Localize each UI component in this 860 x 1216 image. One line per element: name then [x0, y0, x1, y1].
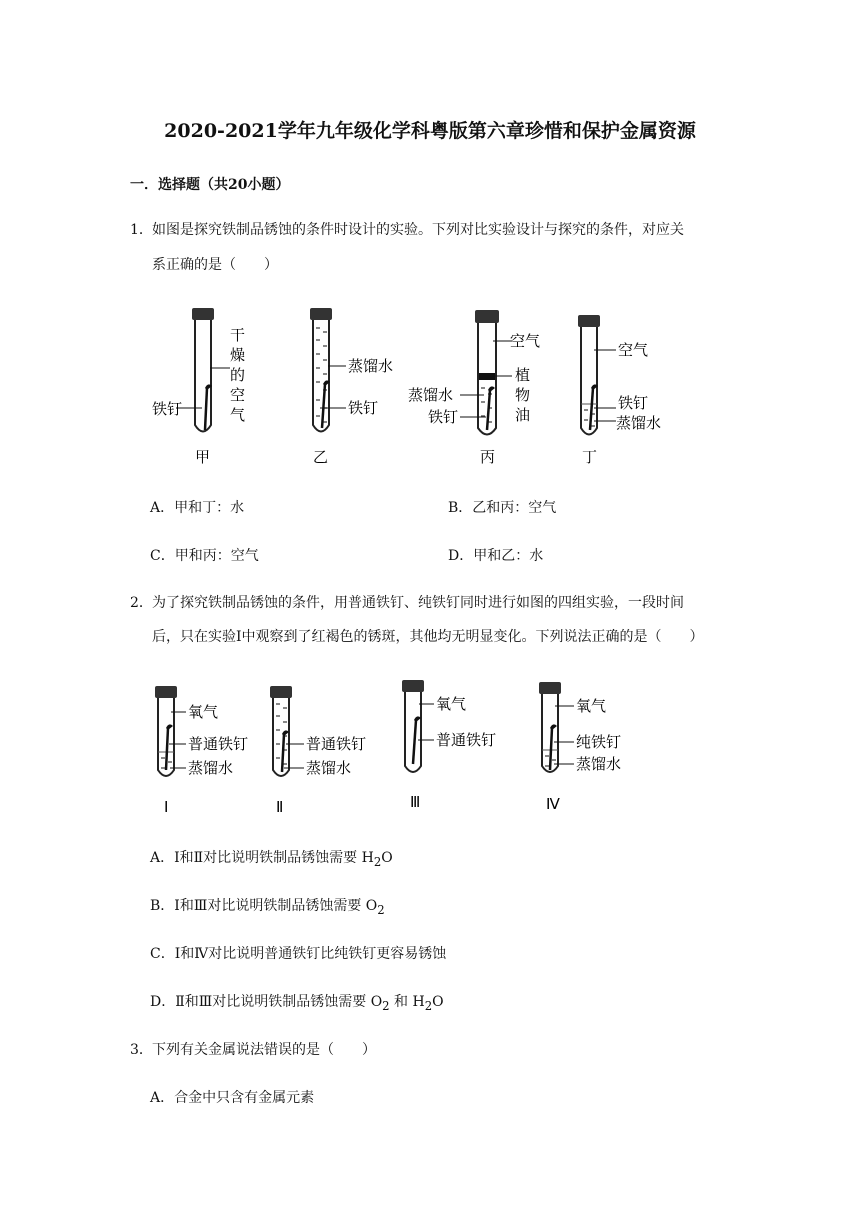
q1-stem-line1: 如图是探究铁制品锈蚀的条件时设计的实验。下列对比实验设计与探究的条件，对应关	[152, 222, 684, 238]
q1-number: 1．	[130, 222, 153, 238]
jia-nail-label: 铁钉	[152, 400, 183, 418]
ding-water-label: 蒸馏水	[616, 414, 662, 432]
i-water-label: 蒸馏水	[188, 759, 234, 777]
q2-number: 2．	[130, 595, 153, 611]
yi-nail-label: 铁钉	[348, 399, 379, 417]
oil-char-3: 油	[515, 406, 531, 424]
iii-oxygen-label: 氧气	[436, 695, 467, 713]
q3-option-a[interactable]: A．合金中只含有金属元素	[150, 1090, 315, 1106]
ding-caption: 丁	[582, 448, 598, 466]
i-oxygen-label: 氧气	[188, 703, 219, 721]
q2-option-d-mid: 和 H	[389, 994, 425, 1010]
bing-nail-label: 铁钉	[428, 408, 459, 426]
tube-jia	[152, 308, 245, 466]
ii-nail-label: 普通铁钉	[306, 735, 367, 753]
dry-air-char-1: 干	[230, 326, 246, 344]
ii-caption: Ⅱ	[276, 798, 284, 816]
page-title: 2020-2021学年九年级化学科粤版第六章珍惜和保护金属资源	[164, 120, 696, 142]
q2-stem-line2: 后，只在实验Ⅰ中观察到了红褐色的锈斑，其他均无明显变化。下列说法正确的是（ ）	[152, 629, 704, 645]
q2-option-a-tail: O	[381, 850, 393, 866]
dry-air-char-3: 的	[230, 366, 246, 384]
oil-char-1: 植	[515, 366, 531, 384]
q2-option-a-text: A．Ⅰ和Ⅱ对比说明铁制品锈蚀需要 H	[150, 850, 374, 866]
q2-stem-line1: 为了探究铁制品锈蚀的条件，用普通铁钉、纯铁钉同时进行如图的四组实验，一段时间	[152, 595, 684, 611]
q3-stem: 下列有关金属说法错误的是（ ）	[152, 1042, 376, 1058]
i-nail-label: 普通铁钉	[188, 735, 249, 753]
tube-yi	[310, 308, 393, 466]
q1-stem-line2: 系正确的是（ ）	[152, 257, 278, 273]
dry-air-char-2: 燥	[230, 346, 246, 364]
q2-option-d-sub: 2	[382, 998, 390, 1013]
jia-caption: 甲	[195, 448, 211, 466]
q1-option-d[interactable]: D．甲和乙：水	[448, 548, 544, 564]
q1-option-c[interactable]: C．甲和丙：空气	[150, 548, 259, 564]
iii-caption: Ⅲ	[410, 793, 421, 811]
tube-iii	[402, 680, 496, 811]
q2-option-d-text: D．Ⅱ和Ⅲ对比说明铁制品锈蚀需要 O	[150, 994, 383, 1010]
q1-figure	[150, 300, 690, 475]
ding-air-label: 空气	[618, 341, 649, 359]
q2-option-a-sub: 2	[373, 854, 382, 869]
q2-option-b-text: B．Ⅰ和Ⅲ对比说明铁制品锈蚀需要 O	[150, 898, 378, 914]
dry-air-char-5: 气	[230, 406, 246, 424]
tube-i	[155, 686, 248, 816]
bing-water-label: 蒸馏水	[408, 386, 454, 404]
q3-number: 3．	[130, 1042, 153, 1058]
tube-bing	[408, 310, 540, 466]
tube-ii	[270, 686, 366, 816]
oil-char-2: 物	[515, 386, 531, 404]
q1-option-b[interactable]: B．乙和丙：空气	[448, 500, 557, 516]
iv-nail-label: 纯铁钉	[576, 733, 622, 751]
iv-caption: Ⅳ	[546, 795, 560, 813]
tube-ding	[578, 315, 661, 466]
bing-air-label: 空气	[510, 332, 541, 350]
yi-caption: 乙	[313, 448, 329, 466]
q1-option-a[interactable]: A．甲和丁：水	[150, 500, 245, 516]
section-heading: 一．选择题（共20小题）	[130, 177, 290, 193]
iv-water-label: 蒸馏水	[576, 755, 622, 773]
q2-option-b-sub: 2	[377, 902, 385, 917]
q2-option-a[interactable]	[150, 847, 393, 869]
q2-option-b[interactable]	[150, 895, 385, 917]
ii-water-label: 蒸馏水	[306, 759, 352, 777]
q2-option-d-sub2: 2	[424, 998, 433, 1013]
q2-option-d-tail: O	[432, 994, 444, 1010]
iv-oxygen-label: 氧气	[576, 697, 607, 715]
iii-nail-label: 普通铁钉	[436, 731, 497, 749]
dry-air-char-4: 空	[230, 386, 246, 404]
yi-water-label: 蒸馏水	[348, 357, 394, 375]
bing-caption: 丙	[480, 448, 496, 466]
ding-nail-label: 铁钉	[618, 394, 649, 412]
tube-iv	[539, 682, 621, 813]
q2-option-c[interactable]: C．Ⅰ和Ⅳ对比说明普通铁钉比纯铁钉更容易锈蚀	[150, 946, 447, 962]
q2-option-d[interactable]	[150, 991, 444, 1013]
q2-figure	[140, 672, 660, 822]
i-caption: Ⅰ	[164, 798, 169, 816]
